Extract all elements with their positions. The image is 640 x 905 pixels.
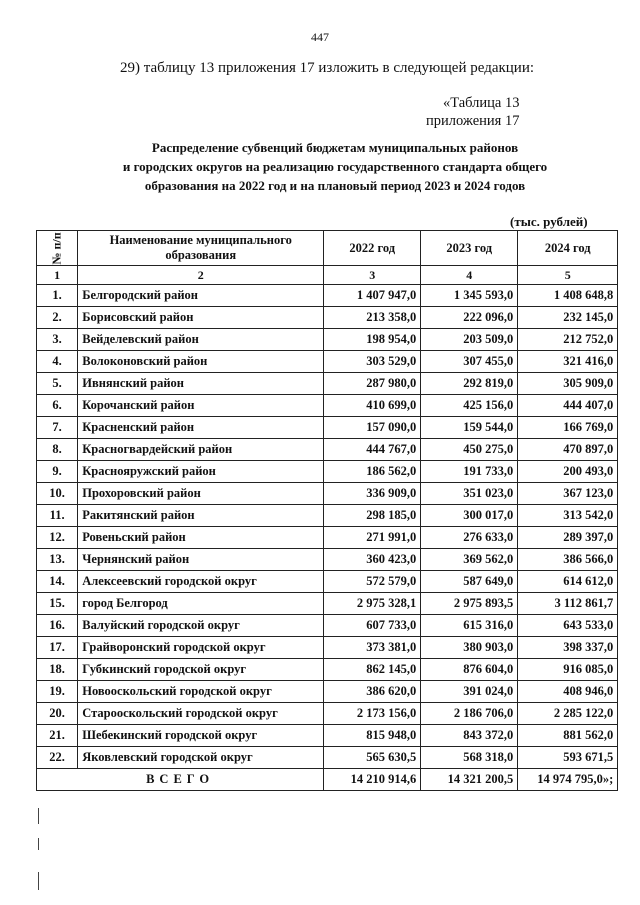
row-number: 2. [37, 307, 78, 329]
table-row [37, 615, 618, 637]
row-number: 8. [37, 439, 78, 461]
row-2024: 232 145,0 [518, 307, 618, 329]
table-row [37, 703, 618, 725]
colnum-1: 1 [37, 266, 78, 285]
row-2023: 587 649,0 [421, 571, 518, 593]
row-2023: 159 544,0 [421, 417, 518, 439]
row-number: 16. [37, 615, 78, 637]
row-2024: 444 407,0 [518, 395, 618, 417]
table-row [37, 285, 618, 307]
header-num [37, 231, 78, 266]
intro-text: 29) таблицу 13 приложения 17 изложить в следующей редакции: [120, 60, 535, 76]
table-row [37, 659, 618, 681]
row-2024: 643 533,0 [518, 615, 618, 637]
row-2022: 287 980,0 [324, 373, 421, 395]
row-2022: 186 562,0 [324, 461, 421, 483]
table-header-row [37, 231, 618, 266]
row-2024: 593 671,5 [518, 747, 618, 769]
row-name: Чернянский район [78, 549, 324, 571]
header-2024: 2024 год [518, 231, 618, 266]
row-number: 12. [37, 527, 78, 549]
row-2023: 876 604,0 [421, 659, 518, 681]
table-row [37, 681, 618, 703]
row-2024: 200 493,0 [518, 461, 618, 483]
total-row [37, 769, 618, 791]
row-2023: 369 562,0 [421, 549, 518, 571]
row-2022: 198 954,0 [324, 329, 421, 351]
row-number: 20. [37, 703, 78, 725]
row-2023: 222 096,0 [421, 307, 518, 329]
row-name: Губкинский городской округ [78, 659, 324, 681]
row-name: Ивнянский район [78, 373, 324, 395]
row-2022: 572 579,0 [324, 571, 421, 593]
row-2022: 360 423,0 [324, 549, 421, 571]
row-2024: 166 769,0 [518, 417, 618, 439]
row-2024: 1 408 648,8 [518, 285, 618, 307]
row-2022: 271 991,0 [324, 527, 421, 549]
row-2022: 1 407 947,0 [324, 285, 421, 307]
row-number: 6. [37, 395, 78, 417]
row-2022: 444 767,0 [324, 439, 421, 461]
row-2023: 380 903,0 [421, 637, 518, 659]
row-number: 22. [37, 747, 78, 769]
colnum-4: 4 [421, 266, 518, 285]
row-name: Прохоровский район [78, 483, 324, 505]
row-2023: 276 633,0 [421, 527, 518, 549]
row-2022: 607 733,0 [324, 615, 421, 637]
row-2023: 191 733,0 [421, 461, 518, 483]
table-row [37, 439, 618, 461]
row-2024: 398 337,0 [518, 637, 618, 659]
row-number: 4. [37, 351, 78, 373]
row-name: Борисовский район [78, 307, 324, 329]
row-name: Грайворонский городской округ [78, 637, 324, 659]
row-number: 9. [37, 461, 78, 483]
title-line1: Распределение субвенций бюджетам муниципальных районов [151, 140, 519, 155]
margin-mark [38, 838, 39, 850]
header-2023: 2023 год [421, 231, 518, 266]
row-2023: 391 024,0 [421, 681, 518, 703]
row-name: Красненский район [78, 417, 324, 439]
row-2024: 313 542,0 [518, 505, 618, 527]
header-num-label: № п/п [49, 231, 64, 265]
header-name: Наименование муниципального образования [78, 231, 324, 266]
colnum-3: 3 [324, 266, 421, 285]
row-2022: 2 975 328,1 [324, 593, 421, 615]
row-name: Краснояружский район [78, 461, 324, 483]
row-2022: 373 381,0 [324, 637, 421, 659]
row-2023: 300 017,0 [421, 505, 518, 527]
table-row [37, 593, 618, 615]
table-row [37, 527, 618, 549]
total-2023: 14 321 200,5 [421, 769, 518, 791]
row-2023: 2 186 706,0 [421, 703, 518, 725]
row-2023: 307 455,0 [421, 351, 518, 373]
row-number: 10. [37, 483, 78, 505]
table-body [37, 231, 618, 791]
row-2022: 410 699,0 [324, 395, 421, 417]
colnum-2: 2 [78, 266, 324, 285]
row-2022: 862 145,0 [324, 659, 421, 681]
row-2024: 881 562,0 [518, 725, 618, 747]
page-number: 447 [311, 30, 329, 44]
row-2024: 614 612,0 [518, 571, 618, 593]
table-row [37, 549, 618, 571]
row-2023: 203 509,0 [421, 329, 518, 351]
row-2023: 1 345 593,0 [421, 285, 518, 307]
row-2023: 2 975 893,5 [421, 593, 518, 615]
row-2023: 292 819,0 [421, 373, 518, 395]
row-2024: 386 566,0 [518, 549, 618, 571]
table-row [37, 571, 618, 593]
row-name: Ракитянский район [78, 505, 324, 527]
row-number: 11. [37, 505, 78, 527]
row-name: Алексеевский городской округ [78, 571, 324, 593]
row-number: 19. [37, 681, 78, 703]
row-2024: 305 909,0 [518, 373, 618, 395]
row-2022: 386 620,0 [324, 681, 421, 703]
table-row [37, 395, 618, 417]
column-number-row [37, 266, 618, 285]
table-row [37, 329, 618, 351]
row-2023: 351 023,0 [421, 483, 518, 505]
title-line2: и городских округов на реализацию государственного стандарта общего [122, 159, 548, 174]
row-number: 14. [37, 571, 78, 593]
row-number: 7. [37, 417, 78, 439]
margin-mark [38, 808, 39, 824]
table-row [37, 637, 618, 659]
table-row [37, 505, 618, 527]
title-line3: образования на 2022 год и на плановый период 2023 и 2024 годов [144, 178, 526, 193]
row-2022: 157 090,0 [324, 417, 421, 439]
row-2023: 615 316,0 [421, 615, 518, 637]
colnum-5: 5 [518, 266, 618, 285]
table-row [37, 417, 618, 439]
table-row [37, 461, 618, 483]
row-2023: 450 275,0 [421, 439, 518, 461]
table-row [37, 483, 618, 505]
row-2024: 916 085,0 [518, 659, 618, 681]
row-name: Вейделевский район [78, 329, 324, 351]
row-number: 17. [37, 637, 78, 659]
row-2024: 2 285 122,0 [518, 703, 618, 725]
row-number: 18. [37, 659, 78, 681]
table-row [37, 307, 618, 329]
row-number: 1. [37, 285, 78, 307]
row-number: 15. [37, 593, 78, 615]
row-2024: 289 397,0 [518, 527, 618, 549]
row-2023: 425 156,0 [421, 395, 518, 417]
table-row [37, 351, 618, 373]
row-name: Яковлевский городской округ [78, 747, 324, 769]
row-2022: 2 173 156,0 [324, 703, 421, 725]
table-reference-line1: «Таблица 13 [442, 95, 520, 111]
total-label: ВСЕГО [37, 769, 324, 791]
row-name: Корочанский район [78, 395, 324, 417]
document-title [40, 138, 630, 195]
row-2024: 408 946,0 [518, 681, 618, 703]
row-2023: 843 372,0 [421, 725, 518, 747]
row-2024: 3 112 861,7 [518, 593, 618, 615]
row-name: Шебекинский городской округ [78, 725, 324, 747]
row-2022: 336 909,0 [324, 483, 421, 505]
subsidy-table [36, 230, 618, 791]
row-2022: 815 948,0 [324, 725, 421, 747]
row-2022: 298 185,0 [324, 505, 421, 527]
row-name: Красногвардейский район [78, 439, 324, 461]
row-name: Ровеньский район [78, 527, 324, 549]
table-row [37, 373, 618, 395]
units-label: (тыс. рублей) [510, 214, 588, 229]
margin-mark [38, 872, 39, 890]
row-2022: 303 529,0 [324, 351, 421, 373]
row-name: Валуйский городской округ [78, 615, 324, 637]
row-name: город Белгород [78, 593, 324, 615]
row-2024: 367 123,0 [518, 483, 618, 505]
row-2023: 568 318,0 [421, 747, 518, 769]
row-name: Белгородский район [78, 285, 324, 307]
row-number: 5. [37, 373, 78, 395]
table-row [37, 747, 618, 769]
row-number: 21. [37, 725, 78, 747]
header-2022: 2022 год [324, 231, 421, 266]
row-name: Старооскольский городской округ [78, 703, 324, 725]
table-reference-line2: приложения 17 [426, 113, 520, 129]
total-2022: 14 210 914,6 [324, 769, 421, 791]
row-name: Новооскольский городской округ [78, 681, 324, 703]
row-2024: 321 416,0 [518, 351, 618, 373]
row-number: 13. [37, 549, 78, 571]
row-number: 3. [37, 329, 78, 351]
row-name: Волоконовский район [78, 351, 324, 373]
table-row [37, 725, 618, 747]
row-2022: 213 358,0 [324, 307, 421, 329]
row-2024: 470 897,0 [518, 439, 618, 461]
total-2024: 14 974 795,0»; [518, 769, 618, 791]
table-reference [426, 94, 519, 130]
row-2024: 212 752,0 [518, 329, 618, 351]
row-2022: 565 630,5 [324, 747, 421, 769]
